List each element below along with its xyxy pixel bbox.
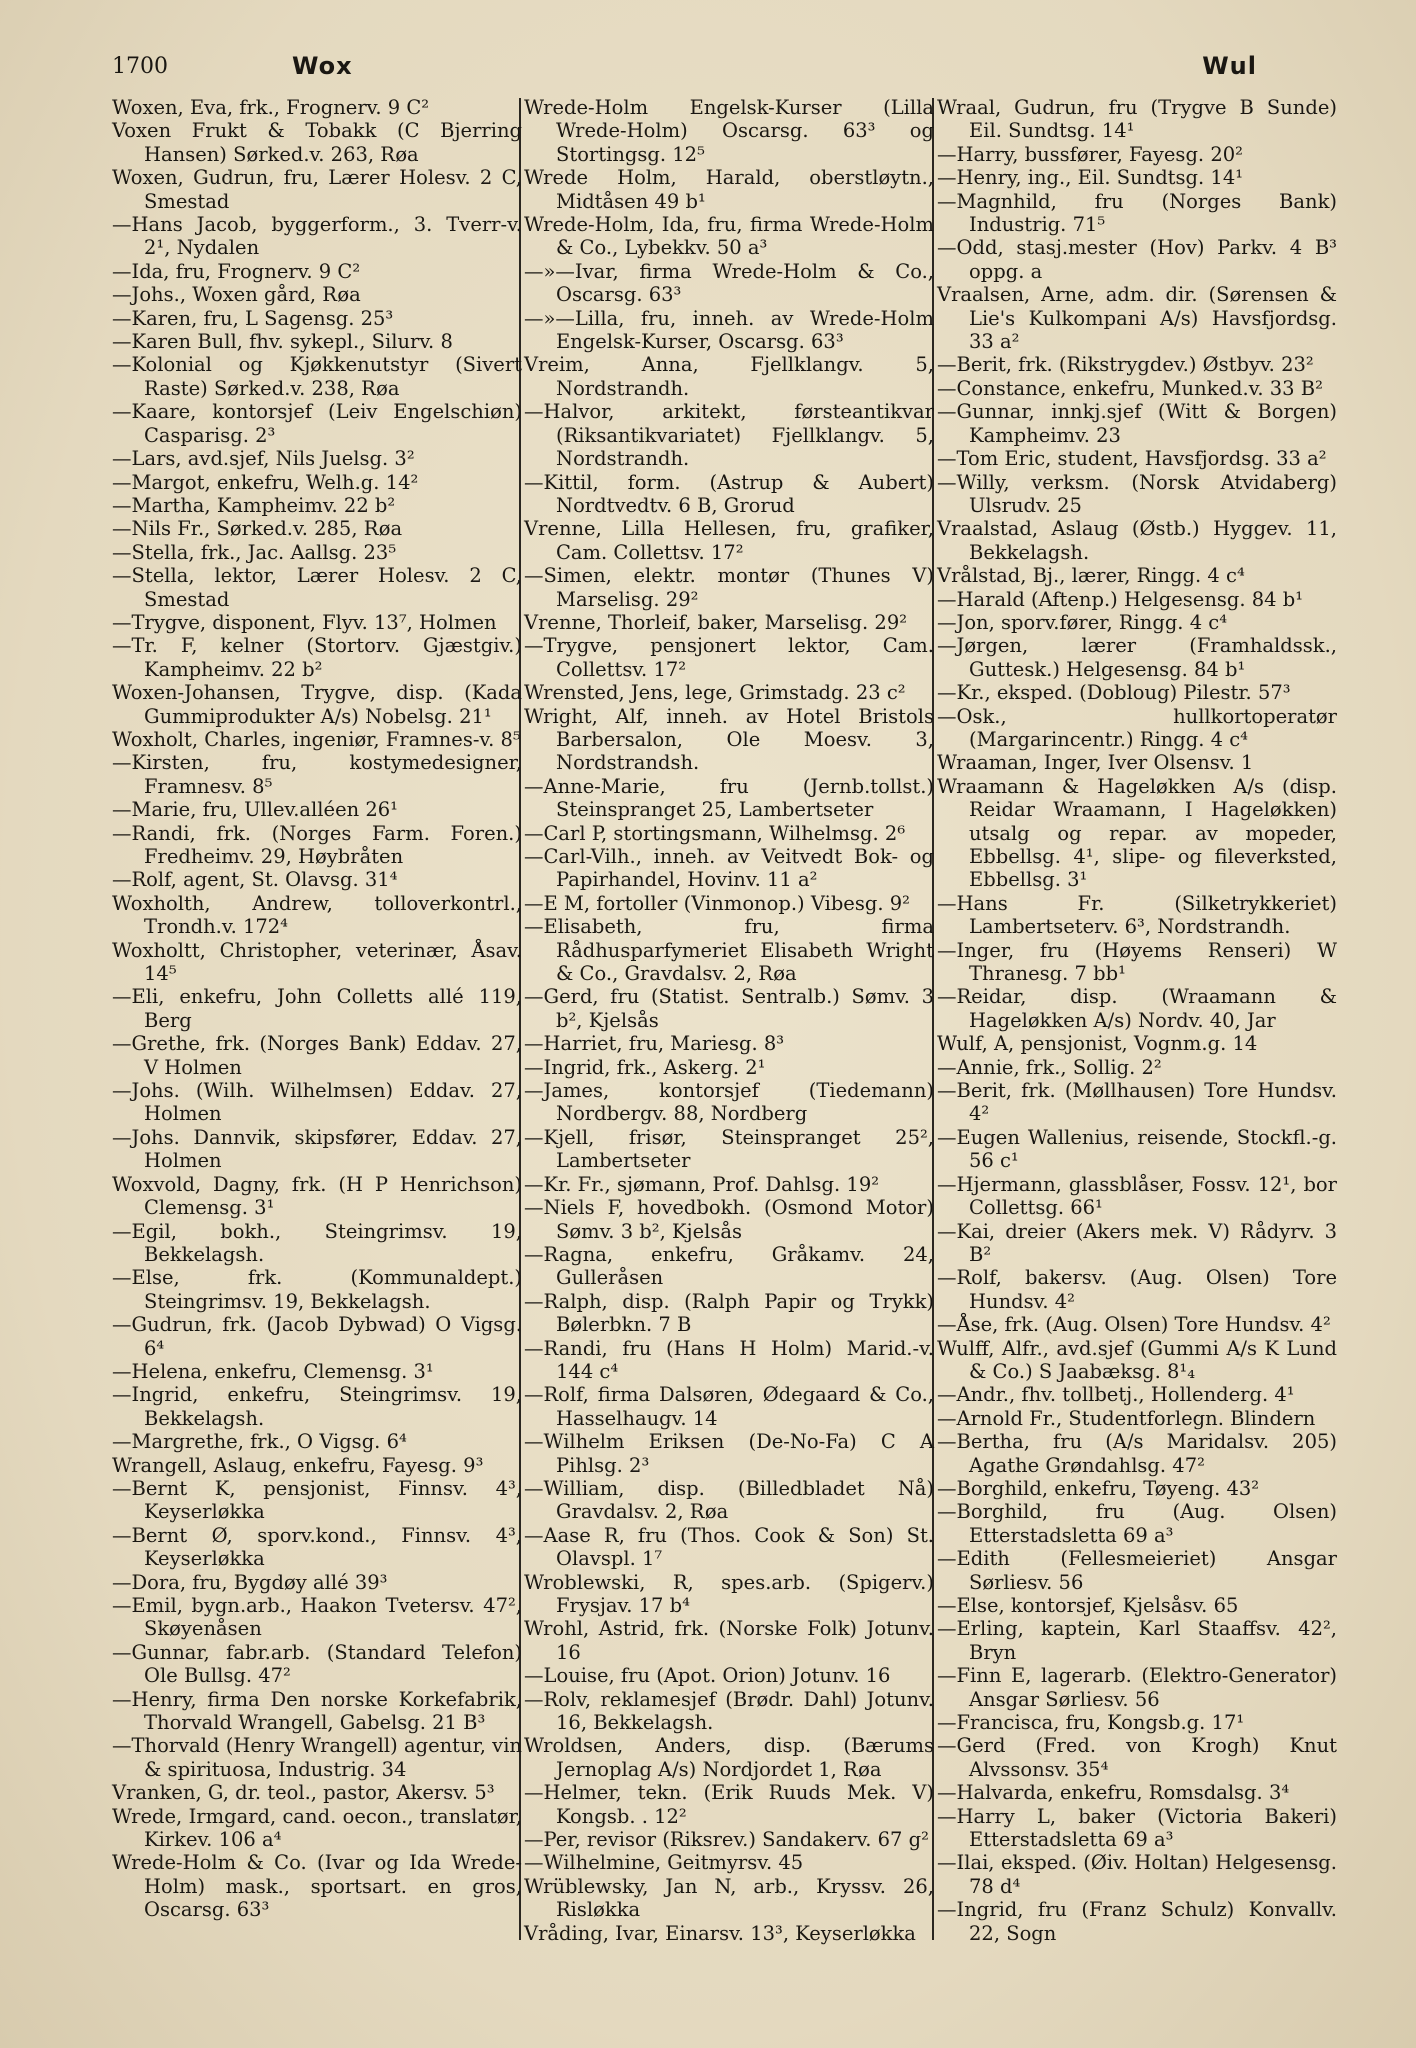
directory-entry: Woxholth, Andrew, tolloverkontrl., Trondh.v. 172⁴ — [112, 891, 522, 939]
directory-entry: Wroldsen, Anders, disp. (Bærums Jernoplag A/s) Nordjordet 1, Røa — [524, 1734, 934, 1781]
directory-entry: Woxen-Johansen, Trygve, disp. (Kada Gummiprodukter A/s) Nobelsg. 21¹ — [112, 681, 522, 728]
directory-entry: —Per, revisor (Riksrev.) Sandakerv. 67 g² — [524, 1828, 929, 1852]
directory-entry: —Helena, enkefru, Clemensg. 3¹ — [112, 1359, 434, 1383]
directory-entry: —Halvarda, enkefru, Romsdalsg. 3⁴ — [937, 1781, 1290, 1805]
directory-entry: Vreim, Anna, Fjellklangv. 5, Nordstrandh. — [524, 353, 934, 400]
directory-entry: —Rolf, firma Dalsøren, Ødegaard & Co., Hasselhaugv. 14 — [524, 1383, 934, 1430]
directory-entry: —Johs., Woxen gård, Røa — [112, 283, 361, 307]
directory-entry: —Harry L, baker (Victoria Bakeri) Etterstadsletta 69 a³ — [937, 1804, 1337, 1852]
directory-entry: —Annie, frk., Sollig. 2² — [937, 1055, 1162, 1079]
directory-column-3 — [937, 96, 1337, 1945]
directory-entry: —Bertha, fru (A/s Maridalsv. 205) Agathe Grøndahlsg. 47² — [937, 1430, 1337, 1477]
directory-entry: —William, disp. (Billedbladet Nå) Gravdalsv. 2, Røa — [524, 1476, 934, 1524]
directory-entry: Woxen, Eva, frk., Frognerv. 9 C² — [112, 96, 430, 119]
directory-entry: —Gerd (Fred. von Krogh) Knut Alvssonsv. 35⁴ — [937, 1734, 1337, 1781]
directory-entry: Vranken, G, dr. teol., pastor, Akersv. 5³ — [112, 1781, 495, 1805]
directory-entry: —Constance, enkefru, Munked.v. 33 B² — [937, 376, 1323, 400]
directory-entry: —Martha, Kampheimv. 22 b² — [112, 493, 396, 517]
directory-entry: —Berit, frk. (Møllhausen) Tore Hundsv. 4² — [937, 1079, 1337, 1126]
directory-entry: —Tom Eric, student, Havsfjordsg. 33 a² — [937, 447, 1327, 471]
directory-entry: Wrede Holm, Harald, oberstløytn., Midtåsen 49 b¹ — [524, 166, 934, 213]
directory-entry: —Else, frk. (Kommunaldept.) Steingrimsv. 19, Bekkelagsh. — [112, 1266, 522, 1313]
directory-entry: —Grethe, frk. (Norges Bank) Eddav. 27, V Holmen — [112, 1032, 522, 1079]
directory-entry: —Trygve, pensjonert lektor, Cam. Collettsv. 17² — [524, 634, 934, 681]
directory-entry: —Stella, lektor, Lærer Holesv. 2 C, Smestad — [112, 564, 522, 611]
directory-column-1 — [112, 96, 522, 1922]
directory-entry: —Kittil, form. (Astrup & Aubert) Nordtvedtv. 6 B, Grorud — [524, 470, 934, 517]
directory-entry: —Niels F, hovedbokh. (Osmond Motor) Sømv. 3 b², Kjelsås — [524, 1196, 934, 1243]
directory-entry: —Ilai, eksped. (Øiv. Holtan) Helgesensg. 78 d⁴ — [937, 1851, 1337, 1898]
directory-entry: —Stella, frk., Jac. Aallsg. 23⁵ — [112, 540, 397, 564]
directory-entry: —Aase R, fru (Thos. Cook & Son) St. Olavspl. 1⁷ — [524, 1523, 934, 1571]
directory-entry: —Marie, fru, Ullev.alléen 26¹ — [112, 798, 398, 822]
directory-entry: Wrangell, Aslaug, enkefru, Fayesg. 9³ — [112, 1453, 484, 1477]
directory-entry: —Andr., fhv. tollbetj., Hollenderg. 4¹ — [937, 1383, 1295, 1407]
directory-entry: Wrohl, Astrid, frk. (Norske Folk) Jotunv. 16 — [524, 1617, 934, 1664]
directory-entry: —Kr. Fr., sjømann, Prof. Dahlsg. 19² — [524, 1172, 880, 1196]
directory-entry: —E M, fortoller (Vinmonop.) Vibesg. 9² — [524, 891, 910, 915]
directory-entry: —Else, kontorsjef, Kjelsåsv. 65 — [937, 1594, 1239, 1617]
directory-entry: —Rolv, reklamesjef (Brødr. Dahl) Jotunv. 16, Bekkelagsh. — [524, 1687, 934, 1735]
directory-entry: —Osk., hullkortoperatør (Margarincentr.) Ringg. 4 c⁴ — [937, 704, 1337, 751]
directory-entry: Wraamann & Hageløkken A/s (disp. Reidar Wraamann, I Hageløkken) utsalg og repar. av mopeder, Ebbellsg. 4¹, slipe- og fileverksted, Ebbellsg. 3¹ — [937, 774, 1337, 892]
directory-entry: —Odd, stasj.mester (Hov) Parkv. 4 B³ oppg. a — [937, 236, 1337, 283]
directory-entry: —Borghild, enkefru, Tøyeng. 43² — [937, 1476, 1260, 1500]
directory-entry: Vraalstad, Aslaug (Østb.) Hyggev. 11, Bekkelagsh. — [937, 517, 1337, 564]
directory-entry: —Karen, fru, L Sagensg. 25³ — [112, 306, 394, 330]
directory-entry: —Willy, verksm. (Norsk Atvidaberg) Ulsrudv. 25 — [937, 470, 1337, 517]
directory-entry: —Anne-Marie, fru (Jernb.tollst.) Steinspranget 25, Lambertseter — [524, 774, 934, 822]
directory-entry: —Tr. F, kelner (Stortorv. Gjæstgiv.) Kampheimv. 22 b² — [112, 634, 522, 681]
directory-entry: —Gerd, fru (Statist. Sentralb.) Sømv. 3 b², Kjelsås — [524, 985, 934, 1032]
directory-entry: —Bernt K, pensjonist, Finnsv. 4³, Keyserløkka — [112, 1476, 522, 1524]
directory-entry: —Egil, bokh., Steingrimsv. 19, Bekkelagsh. — [112, 1219, 522, 1266]
directory-entry: —Randi, fru (Hans H Holm) Marid.-v. 144 c⁴ — [524, 1336, 934, 1383]
directory-entry: —»—Ivar, firma Wrede-Holm & Co., Oscarsg. 63³ — [524, 259, 934, 307]
directory-entry: —Wilhelm Eriksen (De-No-Fa) C A Pihlsg. 2³ — [524, 1430, 934, 1477]
directory-entry: —Dora, fru, Bygdøy allé 39³ — [112, 1570, 388, 1594]
directory-entry: —Erling, kaptein, Karl Staaffsv. 42², Bryn — [937, 1617, 1337, 1664]
directory-entry: Vråding, Ivar, Einarsv. 13³, Keyserløkka — [524, 1921, 916, 1945]
directory-entry: —Kr., eksped. (Dobloug) Pilestr. 57³ — [937, 681, 1291, 705]
directory-entry: —Borghild, fru (Aug. Olsen) Etterstadsletta 69 a³ — [937, 1500, 1337, 1547]
directory-entry: —Kjell, frisør, Steinspranget 25², Lambertseter — [524, 1125, 934, 1173]
header-guide-word-right: Wul — [1202, 52, 1257, 80]
directory-entry: —Ragna, enkefru, Gråkamv. 24, Gulleråsen — [524, 1242, 934, 1290]
directory-entry: —Randi, frk. (Norges Farm. Foren.) Fredheimv. 29, Høybråten — [112, 821, 522, 868]
directory-entry: —Johs. (Wilh. Wilhelmsen) Eddav. 27, Holmen — [112, 1079, 522, 1126]
directory-entry: —Nils Fr., Sørked.v. 285, Røa — [112, 517, 403, 541]
page-number: 1700 — [112, 54, 168, 79]
directory-entry: —Edith (Fellesmeieriet) Ansgar Sørliesv. 56 — [937, 1547, 1337, 1594]
directory-entry: —Hans Fr. (Silketrykkeriet) Lambertseterv. 6³, Nordstrandh. — [937, 891, 1337, 939]
directory-entry: Wrede, Irmgard, cand. oecon., translatør, Kirkev. 106 a⁴ — [112, 1804, 522, 1852]
directory-entry: Wraal, Gudrun, fru (Trygve B Sunde) Eil. Sundtsg. 14¹ — [937, 96, 1337, 143]
directory-entry: —Gunnar, fabr.arb. (Standard Telefon) Ole Bullsg. 47² — [112, 1640, 522, 1688]
directory-entry: —Carl-Vilh., inneh. av Veitvedt Bok- og Papirhandel, Hovinv. 11 a² — [524, 845, 934, 892]
directory-entry: —Hans Jacob, byggerform., 3. Tverr-v. 2¹, Nydalen — [112, 213, 522, 260]
directory-entry: —Lars, avd.sjef, Nils Juelsg. 3² — [112, 447, 415, 471]
directory-entry: —Henry, ing., Eil. Sundtsg. 14¹ — [937, 166, 1244, 190]
directory-entry: Vrålstad, Bj., lærer, Ringg. 4 c⁴ — [937, 564, 1245, 588]
directory-entry: —Bernt Ø, sporv.kond., Finnsv. 4³, Keyserløkka — [112, 1523, 522, 1571]
directory-entry: Wraaman, Inger, Iver Olsensv. 1 — [937, 751, 1254, 775]
directory-entry: —Halvor, arkitekt, førsteantikvar (Riksantikvariatet) Fjellklangv. 5, Nordstrandh. — [524, 400, 934, 471]
directory-entry: Wrede-Holm, Ida, fru, firma Wrede-Holm & Co., Lybekkv. 50 a³ — [524, 213, 934, 260]
directory-entry: Woxholtt, Christopher, veterinær, Åsav. 14⁵ — [112, 938, 522, 986]
directory-entry: —Kolonial og Kjøkkenutstyr (Sivert Raste) Sørked.v. 238, Røa — [112, 353, 522, 400]
directory-entry: —Helmer, tekn. (Erik Ruuds Mek. V) Kongsb. . 12² — [524, 1781, 934, 1828]
directory-entry: —Johs. Dannvik, skipsfører, Eddav. 27, Holmen — [112, 1125, 522, 1173]
directory-entry: —Wilhelmine, Geitmyrsv. 45 — [524, 1851, 804, 1875]
directory-entry: —Gunnar, innkj.sjef (Witt & Borgen) Kampheimv. 23 — [937, 400, 1337, 447]
directory-entry: —Ingrid, frk., Askerg. 2¹ — [524, 1055, 766, 1079]
directory-entry: Woxen, Gudrun, fru, Lærer Holesv. 2 C, Smestad — [112, 166, 522, 213]
directory-entry: Wrede-Holm & Co. (Ivar og Ida Wrede-Holm) mask., sportsart. en gros, Oscarsg. 63³ — [112, 1851, 522, 1922]
directory-entry: —Carl P, stortingsmann, Wilhelmsg. 2⁶ — [524, 821, 906, 845]
page-header — [112, 48, 1312, 88]
directory-entry: —Kaare, kontorsjef (Leiv Engelschiøn) Casparisg. 2³ — [112, 400, 522, 447]
directory-entry: Woxvold, Dagny, frk. (H P Henrichson) Clemensg. 3¹ — [112, 1172, 522, 1220]
directory-entry: Wrüblewsky, Jan N, arb., Kryssv. 26, Risløkka — [524, 1874, 934, 1922]
directory-entry: Vrenne, Thorleif, baker, Marselisg. 29² — [524, 610, 908, 634]
directory-entry: —Ingrid, fru (Franz Schulz) Konvallv. 22, Sogn — [937, 1898, 1337, 1945]
directory-entry: —Harald (Aftenp.) Helgesensg. 84 b¹ — [937, 587, 1304, 611]
directory-entry: —Emil, bygn.arb., Haakon Tvetersv. 47², Skøyenåsen — [112, 1594, 522, 1641]
directory-entry: Wright, Alf, inneh. av Hotel Bristols Barbersalon, Ole Moesv. 3, Nordstrandsh. — [524, 704, 934, 775]
directory-entry: —Thorvald (Henry Wrangell) agentur, vin & spirituosa, Industrig. 34 — [112, 1734, 522, 1781]
directory-entry: —Inger, fru (Høyems Renseri) W Thranesg. 7 bb¹ — [937, 938, 1337, 986]
directory-entry: —Margrethe, frk., O Vigsg. 6⁴ — [112, 1430, 407, 1454]
directory-entry: —Elisabeth, fru, firma Rådhusparfymeriet Elisabeth Wright & Co., Gravdalsv. 2, Røa — [524, 915, 934, 986]
directory-entry: Wulf, A, pensjonist, Vognm.g. 14 — [937, 1032, 1258, 1056]
directory-entry: —Kai, dreier (Akers mek. V) Rådyrv. 3 B² — [937, 1219, 1337, 1266]
directory-entry: —Finn E, lagerarb. (Elektro-Generator) Ansgar Sørliesv. 56 — [937, 1664, 1337, 1711]
directory-entry: —Arnold Fr., Studentforlegn. Blindern — [937, 1406, 1316, 1430]
directory-entry: —Harry, bussfører, Fayesg. 20² — [937, 142, 1243, 166]
directory-entry: —Ida, fru, Frognerv. 9 C² — [112, 259, 361, 283]
directory-entry: —Jørgen, lærer (Framhaldssk., Guttesk.) Helgesensg. 84 b¹ — [937, 634, 1337, 681]
directory-entry: Wrensted, Jens, lege, Grimstadg. 23 c² — [524, 681, 906, 705]
directory-entry: —Jon, sporv.fører, Ringg. 4 c⁴ — [937, 610, 1228, 634]
directory-entry: —Ralph, disp. (Ralph Papir og Trykk) Bølerbkn. 7 B — [524, 1289, 934, 1337]
directory-entry: —Henry, firma Den norske Korkefabrik, Thorvald Wrangell, Gabelsg. 21 B³ — [112, 1687, 522, 1735]
header-guide-word-left: Wox — [292, 52, 353, 80]
directory-entry: —Kirsten, fru, kostymedesigner, Framnesv. 8⁵ — [112, 751, 522, 798]
directory-entry: Wrede-Holm Engelsk-Kurser (Lilla Wrede-Holm) Oscarsg. 63³ og Stortingsg. 12⁵ — [524, 96, 934, 166]
directory-entry: Wulff, Alfr., avd.sjef (Gummi A/s K Lund & Co.) S Jaabæksg. 8¹₄ — [937, 1336, 1337, 1383]
directory-entry: —Margot, enkefru, Welh.g. 14² — [112, 470, 419, 494]
directory-entry: —Rolf, agent, St. Olavsg. 31⁴ — [112, 868, 398, 892]
directory-entry: —Gudrun, frk. (Jacob Dybwad) O Vigsg. 6⁴ — [112, 1313, 522, 1360]
directory-entry: Wroblewski, R, spes.arb. (Spigerv.) Frysjav. 17 b⁴ — [524, 1570, 934, 1617]
directory-entry: —Trygve, disponent, Flyv. 13⁷, Holmen — [112, 610, 497, 634]
directory-entry: —Berit, frk. (Rikstrygdev.) Østbyv. 23² — [937, 353, 1314, 377]
directory-entry: —Ingrid, enkefru, Steingrimsv. 19, Bekkelagsh. — [112, 1383, 522, 1430]
directory-entry: —Louise, fru (Apot. Orion) Jotunv. 16 — [524, 1664, 891, 1688]
directory-entry: —Harriet, fru, Mariesg. 8³ — [524, 1032, 785, 1056]
directory-entry: —»—Lilla, fru, inneh. av Wrede-Holm Engelsk-Kurser, Oscarsg. 63³ — [524, 306, 934, 354]
directory-entry: —James, kontorsjef (Tiedemann) Nordbergv. 88, Nordberg — [524, 1079, 934, 1126]
directory-entry: Voxen Frukt & Tobakk (C Bjerring Hansen) Sørked.v. 263, Røa — [112, 119, 522, 166]
directory-entry: —Simen, elektr. montør (Thunes V) Marselisg. 29² — [524, 564, 934, 611]
directory-entry: —Hjermann, glassblåser, Fossv. 12¹, bor Collettsg. 66¹ — [937, 1172, 1337, 1220]
directory-entry: —Åse, frk. (Aug. Olsen) Tore Hundsv. 4² — [937, 1313, 1331, 1337]
directory-entry: —Eugen Wallenius, reisende, Stockfl.-g. 56 c¹ — [937, 1125, 1337, 1173]
directory-entry: —Francisca, fru, Kongsb.g. 17¹ — [937, 1711, 1245, 1735]
directory-entry: Woxholt, Charles, ingeniør, Framnes-v. 8⁵ — [112, 727, 521, 751]
directory-entry: —Rolf, bakersv. (Aug. Olsen) Tore Hundsv. 4² — [937, 1266, 1337, 1313]
directory-entry: —Eli, enkefru, John Colletts allé 119, Berg — [112, 985, 522, 1032]
directory-entry: —Karen Bull, fhv. sykepl., Silurv. 8 — [112, 330, 453, 354]
directory-entry: Vrenne, Lilla Hellesen, fru, grafiker, Cam. Collettsv. 17² — [524, 517, 934, 564]
directory-entry: —Magnhild, fru (Norges Bank) Industrig. 71⁵ — [937, 189, 1337, 237]
directory-entry: —Reidar, disp. (Wraamann & Hageløkken A/s) Nordv. 40, Jar — [937, 985, 1337, 1032]
directory-entry: Vraalsen, Arne, adm. dir. (Sørensen & Lie's Kulkompani A/s) Havsfjordsg. 33 a² — [937, 283, 1337, 354]
directory-column-2 — [524, 96, 934, 1945]
